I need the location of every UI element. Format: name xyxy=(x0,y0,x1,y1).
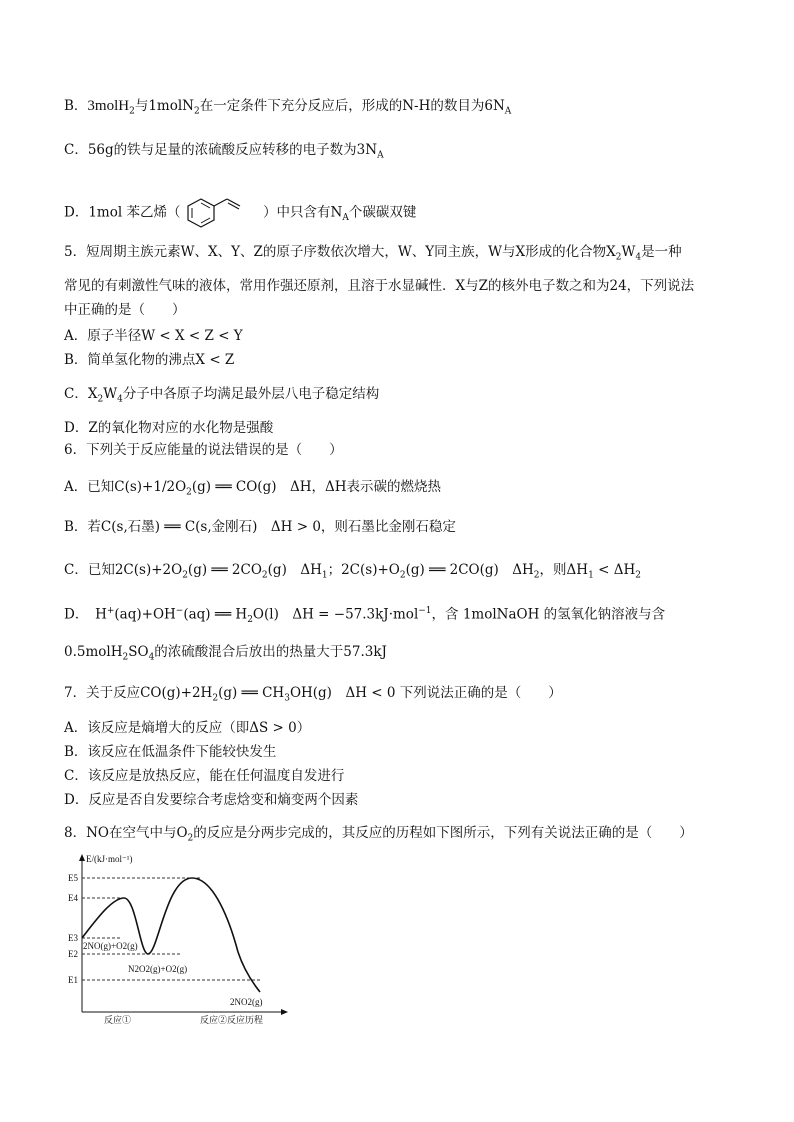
option-5d: D．Z的氧化物对应的水化物是强酸 xyxy=(64,420,274,436)
question-8-stem: 8．NO在空气中与$O_2$的反应是分两步完成的，其反应的历程如下图所示，下列有关说法正确的是（ ） xyxy=(64,825,693,844)
styrene-structure-icon xyxy=(187,196,257,230)
level-label-e4: E4 xyxy=(68,893,78,903)
question-5-line-1: 5．短周期主族元素W、X、Y、Z的原子序数依次增大，W、Y同主族，W与X形成的化合物$X_2W_4$是一种 xyxy=(64,244,682,263)
species-n2o2-o2: N2O2(g)+O2(g) xyxy=(128,964,188,974)
question-5-line-3: 中正确的是（ ） xyxy=(64,302,186,318)
option-5a: A．原子半径W < X < Z < Y xyxy=(64,328,243,344)
option-6d-line-1: D． H+(aq)+OH−(aq) ══ $H_2O(l)$ ΔH = −57.3kJ·mol$^{-1}$，含 1molNaOH 的氢氧化钠溶液与含 xyxy=(64,606,666,626)
x-label-reaction-2: 反应②反应历程 xyxy=(200,1015,264,1024)
energy-curve xyxy=(82,878,260,992)
level-label-e2: E2 xyxy=(68,949,78,959)
option-7a: A．该反应是熵增大的反应（即ΔS > 0） xyxy=(64,720,311,736)
y-axis-label: E/(kJ·mol⁻¹) xyxy=(86,854,133,864)
species-2no-o2: 2NO(g)+O2(g) xyxy=(83,941,138,951)
reaction-energy-diagram xyxy=(62,852,292,1024)
option-4b: B．3molH$_2$与1molN$_2$在一定条件下充分反应后，形成的N-H的数目为$6N_A$ xyxy=(64,98,512,117)
option-4c: C．56g的铁与足量的浓硫酸反应转移的电子数为$3N_A$ xyxy=(64,142,384,161)
question-7-stem: 7．关于反应$CO(g)+2H_2(g)$ ══ $CH_3OH(g)$ ΔH < 0 下列说法正确的是（ ） xyxy=(64,685,562,704)
option-5c: C．$X_2W_4$分子中各原子均满足最外层八电子稳定结构 xyxy=(64,386,380,405)
level-label-e5: E5 xyxy=(68,873,78,883)
question-5-line-2: 常见的有刺激性气味的液体，常用作强还原剂，且溶于水显碱性．X与Z的核外电子数之和为24，下列说法 xyxy=(64,278,695,294)
option-6b: B．若C(s,石墨) ══ C(s,金刚石) ΔH > 0，则石墨比金刚石稳定 xyxy=(64,519,456,535)
option-7d: D．反应是否自发要综合考虑焓变和熵变两个因素 xyxy=(64,792,359,808)
option-7b: B．该反应在低温条件下能较快发生 xyxy=(64,744,277,760)
option-5b: B．简单氢化物的沸点X < Z xyxy=(64,352,235,368)
x-label-reaction-1: 反应① xyxy=(104,1015,132,1024)
level-label-e3: E3 xyxy=(68,933,78,943)
option-6d-line-2: $0.5molH_2SO_4$的浓硫酸混合后放出的热量大于57.3kJ xyxy=(64,644,387,663)
option-6c: C．已知$2C(s)+2O_2(g)$ ══ $2CO_2(g)$ $\Delta H_1$；$2C(s)+O_2(g)$ ══ 2CO(g) $\Delta H_2$，则$\Delta H_1 < \Delta H_2$ xyxy=(64,562,641,581)
x-axis-arrow-icon xyxy=(281,1009,288,1015)
option-6a: A．已知$C(s)+1/2O_2(g)$ ══ CO(g) ΔH，ΔH表示碳的燃烧热 xyxy=(64,479,442,498)
option-7c: C．该反应是放热反应，能在任何温度自发进行 xyxy=(64,768,345,784)
y-axis-arrow-icon xyxy=(79,854,85,861)
species-2no2: 2NO2(g) xyxy=(230,997,263,1007)
level-label-e1: E1 xyxy=(68,975,78,985)
question-6-stem: 6．下列关于反应能量的说法错误的是（ ） xyxy=(64,442,343,458)
option-4d: D．1mol 苯乙烯（ ）中只含有$N_A$个碳碳双键 xyxy=(64,196,416,230)
